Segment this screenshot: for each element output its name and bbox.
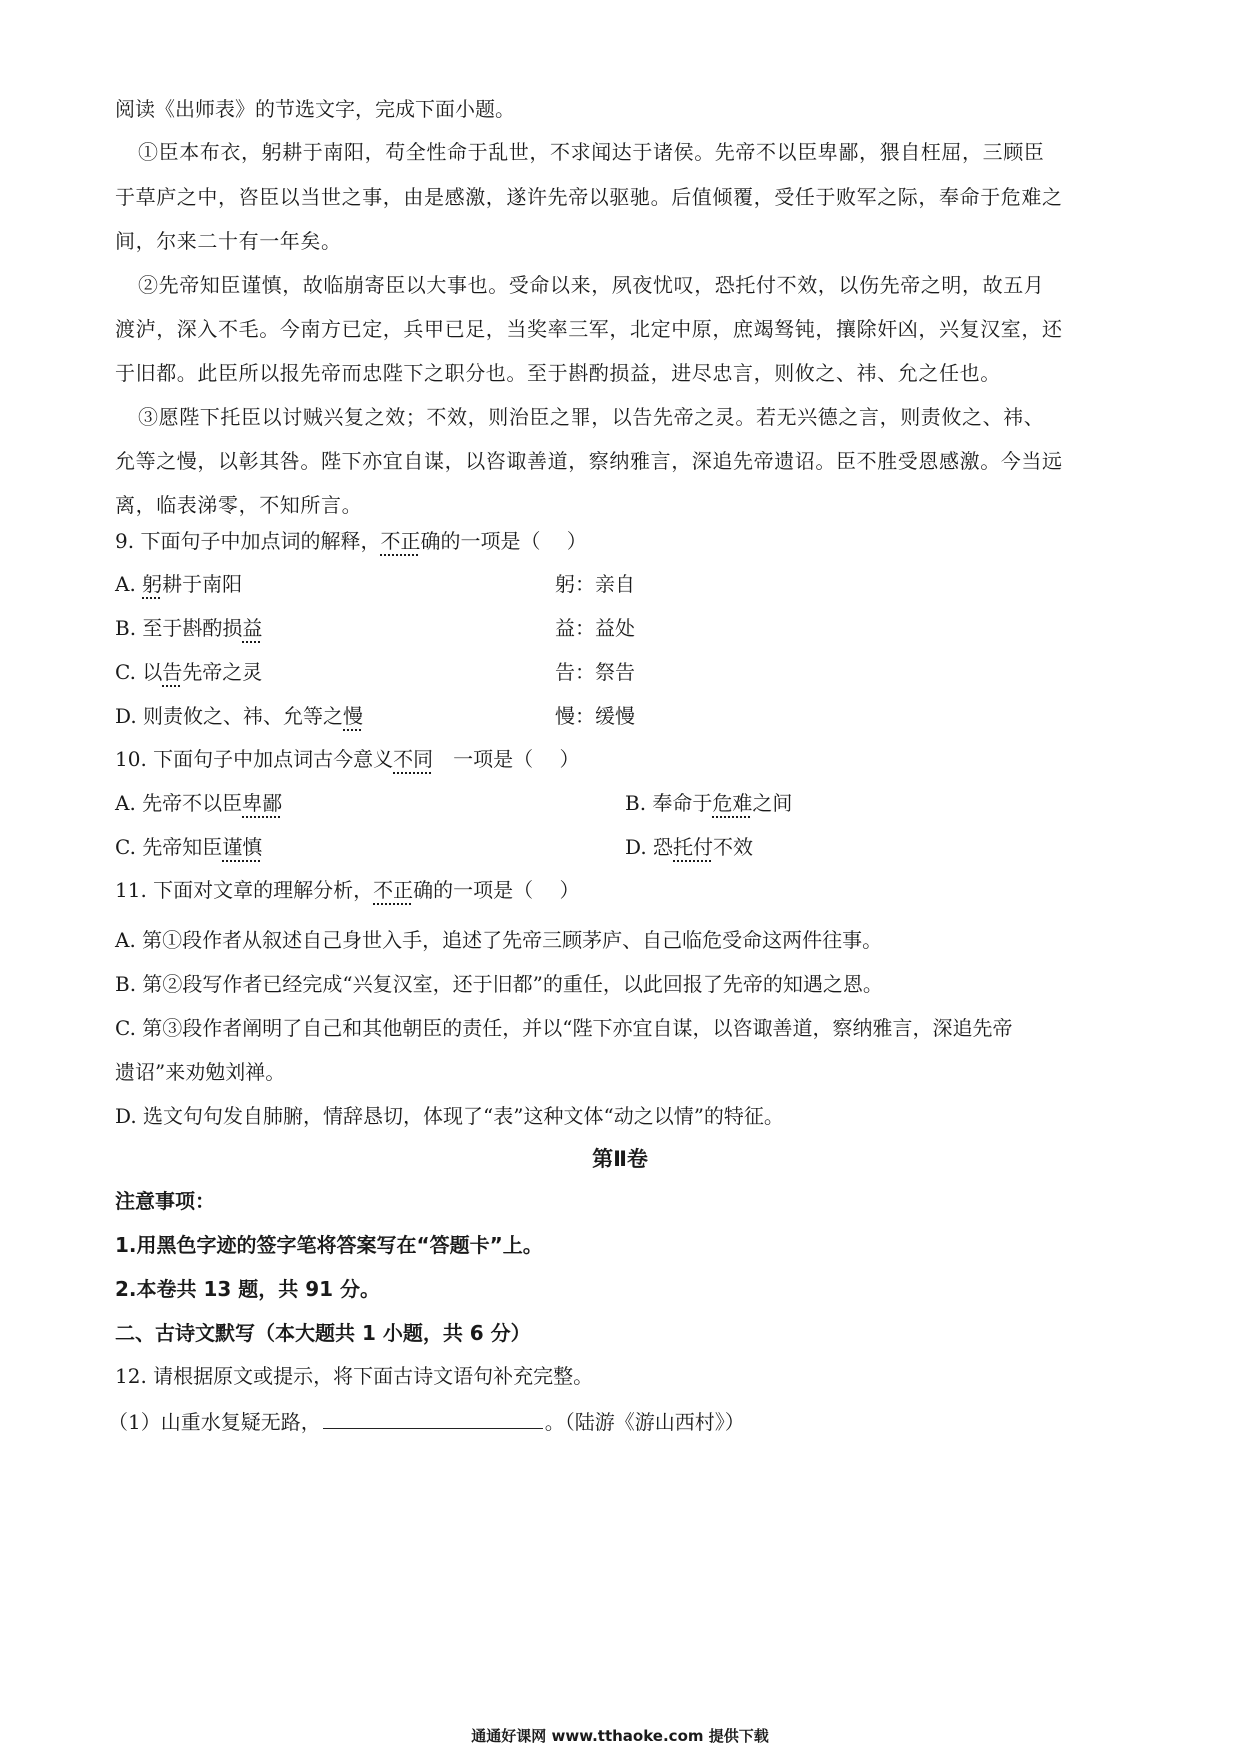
- q9-option-b-gloss: 益：益处: [555, 616, 635, 640]
- q11-option-c-line2: 遗诏”来劝勉刘禅。: [115, 1060, 286, 1084]
- q9-stem: 9. 下面句子中加点词的解释，不正确的一项是（ ）: [115, 529, 587, 553]
- q10-option-b: B. 奉命于危难之间: [625, 791, 793, 815]
- notice-title: 注意事项：: [115, 1189, 215, 1213]
- q9-option-d: D. 则责攸之、祎、允等之慢 慢：缓慢: [115, 704, 635, 728]
- passage-p3-line2: 允等之慢，以彰其咎。陛下亦宜自谋，以咨诹善道，察纳雅言，深追先帝遗诏。臣不胜受恩感激。今当远: [115, 449, 1063, 473]
- answer-blank[interactable]: [323, 1406, 543, 1429]
- passage-p3-line1: ③愿陛下托臣以讨贼兴复之效；不效，则治臣之罪，以告先帝之灵。若无兴德之言，则责攸之、祎、: [138, 405, 1045, 429]
- q11-stem: 11. 下面对文章的理解分析，不正确的一项是（ ）: [115, 878, 580, 902]
- q10-option-c: C. 先帝知臣谨慎: [115, 835, 263, 859]
- q9-option-c-gloss: 告：祭告: [555, 660, 635, 684]
- q10-options-row1: [115, 789, 1115, 817]
- passage-p2-line2: 渡泸，深入不毛。今南方已定，兵甲已足，当奖率三军，北定中原，庶竭驽钝，攘除奸凶，兴复汉室，还: [115, 317, 1063, 341]
- passage-p3-line3: 离，临表涕零，不知所言。: [115, 493, 363, 517]
- q9-option-a: A. 躬耕于南阳 躬：亲自: [115, 572, 635, 596]
- q9-option-b: B. 至于斟酌损益 益：益处: [115, 616, 635, 640]
- notice-item-2: 2.本卷共 13 题，共 91 分。: [115, 1277, 381, 1301]
- q9-option-c: C. 以告先帝之灵 告：祭告: [115, 660, 635, 684]
- q10-options-row2: [115, 833, 1115, 861]
- q10-option-d: D. 恐托付不效: [625, 835, 754, 859]
- notice-item-1: 1.用黑色字迹的签字笔将答案写在“答题卡”上。: [115, 1233, 543, 1257]
- q11-option-c-line1: C. 第③段作者阐明了自己和其他朝臣的责任，并以“陛下亦宜自谋，以咨诹善道，察纳雅言，深追先帝: [115, 1016, 1013, 1040]
- passage-p1-line3: 间，尔来二十有一年矣。: [115, 229, 342, 253]
- q11-option-d: D. 选文句句发自肺腑，情辞恳切，体现了“表”这种文体“动之以情”的特征。: [115, 1104, 784, 1128]
- q9-option-a-gloss: 躬：亲自: [555, 572, 635, 596]
- q11-option-b: B. 第②段写作者已经完成“兴复汉室，还于旧都”的重任，以此回报了先帝的知遇之恩。: [115, 972, 883, 996]
- q11-option-a: A. 第①段作者从叙述自己身世入手，追述了先帝三顾茅庐、自己临危受命这两件往事。: [115, 928, 883, 952]
- section-title: 第Ⅱ卷: [592, 1147, 648, 1171]
- q9-option-d-gloss: 慢：缓慢: [555, 704, 635, 728]
- q10-stem: 10. 下面句子中加点词古今意义不同 一项是（ ）: [115, 747, 580, 771]
- passage-p1-line1: ①臣本布衣，躬耕于南阳，苟全性命于乱世，不求闻达于诸侯。先帝不以臣卑鄙，猥自枉屈，三顾臣: [138, 140, 1045, 164]
- passage-p1-line2: 于草庐之中，咨臣以当世之事，由是感激，遂许先帝以驱驰。后值倾覆，受任于败军之际，奉命于危难之: [115, 185, 1063, 209]
- reading-intro: 阅读《出师表》的节选文字，完成下面小题。: [115, 97, 515, 121]
- page-footer: 通通好课网 www.tthaoke.com 提供下载: [471, 1727, 769, 1745]
- q10-option-a: A. 先帝不以臣卑鄙: [115, 791, 283, 815]
- passage-p2-line3: 于旧都。此臣所以报先帝而忠陛下之职分也。至于斟酌损益，进尽忠言，则攸之、祎、允之任也。: [115, 361, 1001, 385]
- q12-item-1: （1）山重水复疑无路， 。（陆游《游山西村》）: [108, 1406, 745, 1436]
- passage-p2-line1: ②先帝知臣谨慎，故临崩寄臣以大事也。受命以来，夙夜忧叹，恐托付不效，以伤先帝之明，故五月: [138, 273, 1045, 297]
- q12-stem: 12. 请根据原文或提示，将下面古诗文语句补充完整。: [115, 1364, 594, 1388]
- part-title: 二、古诗文默写（本大题共 1 小题，共 6 分）: [115, 1321, 531, 1345]
